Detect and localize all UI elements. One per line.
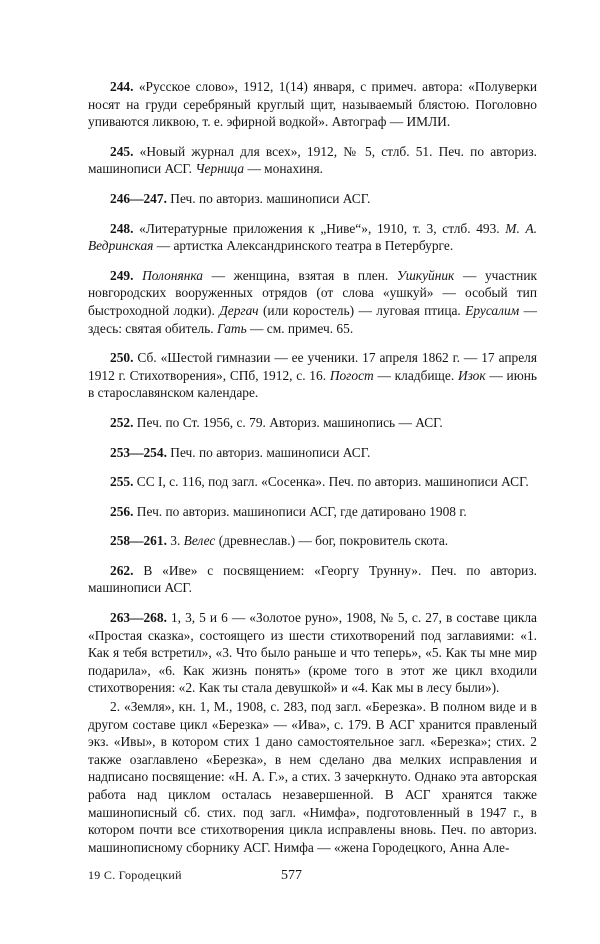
note-number: 249. [110, 267, 134, 283]
note-text: СС I, с. 116, под загл. «Сосенка». Печ. по авториз. машинописи АСГ. [136, 474, 529, 490]
note-term: Велес [183, 533, 216, 549]
note-258-261 [88, 532, 537, 550]
note-text: — участник новгородских вооруженных отрядов (от слова «ушкуй» — особый тип быстроходной лодки). [88, 267, 537, 318]
note-term: Гать [216, 320, 247, 336]
note-245 [88, 143, 537, 178]
note-text: «Русское слово», 1912, 1(14) января, с примеч. автора: «Полуверки носят на груди серебряный круглый щит, называемый блястою. Поголовно упиваются ликвою, т. е. эфирной водкой». Автограф — ИМЛИ. [88, 79, 537, 130]
note-text: — июнь в старославянском календаре. [88, 367, 537, 401]
note-number: 246—247. [110, 190, 167, 206]
note-text: Печ. по авториз. машинописи АСГ. [170, 444, 371, 460]
note-text: 2. «Земля», кн. 1, М., 1908, с. 283, под загл. «Березка». В полном виде и в другом составе цикл «Березка» — «Ива», с. 179. В АСГ хранится правленый экз. «Ивы», в котором стих 1 дано самостоятельное загл. «Березка»; стих. 2 также озаглавлено «Березка», в нем сделано два мелких исправления и надписано посвящение: «Н. А. Г.», а стих. 3 зачеркнуто. Однако эта авторская работа над циклом осталась незавершенной. В АСГ хранятся также машинописный сб. стих. под загл. «Нимфа», подготовленный в 1947 г., в котором почти все стихотворения цикла исправлены вновь. Печ. по авториз. машинописному сборнику АСГ. Нимфа — «жена Городецкого, Анна Але- [88, 699, 537, 855]
note-number: 252. [110, 414, 134, 430]
note-number: 250. [110, 350, 134, 366]
note-text: В «Иве» с посвящением: «Георгу Трунну». Печ. по авториз. машинописи АСГ. [88, 562, 537, 596]
note-term: Погост [329, 367, 374, 383]
note-number: 248. [110, 220, 134, 236]
note-number: 255. [110, 474, 134, 490]
note-text: (древнеслав.) — бог, покровитель скота. [215, 533, 449, 549]
note-244 [88, 78, 537, 131]
note-number: 253—254. [110, 444, 167, 460]
note-256 [88, 503, 537, 521]
note-number: 258—261. [110, 533, 167, 549]
note-text: — женщина, взятая в плен. [202, 267, 397, 283]
note-263-268-part-2 [88, 698, 537, 856]
note-text: Печ. по авториз. машинописи АСГ, где датировано 1908 г. [136, 503, 467, 519]
note-text: — здесь: святая обитель. [88, 302, 537, 336]
note-number: 245. [110, 143, 134, 159]
note-262 [88, 562, 537, 597]
signature-mark: 19 С. Городецкий [88, 868, 182, 882]
note-number: 263—268. [110, 610, 167, 626]
note-255 [88, 473, 537, 491]
page-number: 577 [281, 868, 302, 883]
note-text: 3. [170, 533, 184, 549]
note-term: Дергач [219, 302, 259, 318]
note-text: — монахиня. [244, 161, 323, 177]
note-term: Ерусалим [465, 302, 520, 318]
note-term: Черница [195, 161, 245, 177]
note-text: «Новый журнал для всех», 1912, № 5, стлб. 51. Печ. по авториз. машинописи АСГ. [88, 143, 537, 177]
note-term: Изок [457, 367, 486, 383]
note-252 [88, 414, 537, 432]
note-number: 256. [110, 503, 134, 519]
note-246-247 [88, 190, 537, 208]
note-text: — артистка Александринского театра в Петербурге. [153, 238, 454, 254]
note-term: Полонянка [142, 267, 203, 283]
note-text: «Литературные приложения к „Ниве“», 1910, т. 3, стлб. 493. [139, 220, 506, 236]
note-text: Печ. по авториз. машинописи АСГ. [170, 190, 371, 206]
note-text: (или коростель) — луговая птица. [258, 302, 466, 318]
note-249 [88, 267, 537, 337]
note-text: — кладбище. [373, 367, 458, 383]
note-number: 244. [110, 79, 134, 94]
note-250 [88, 349, 537, 402]
note-text: Печ. по Ст. 1956, с. 79. Авториз. машинопись — АСГ. [136, 414, 443, 430]
note-253-254 [88, 444, 537, 462]
note-term: М. А. Ведринская [88, 220, 537, 254]
note-text: Сб. «Шестой гимназии — ее ученики. 17 апреля 1862 г. — 17 апреля 1912 г. Стихотворения», СПб, 1912, с. 16. [88, 350, 537, 383]
note-263-268 [88, 609, 537, 697]
note-number: 262. [110, 562, 134, 578]
note-text: — см. примеч. 65. [246, 320, 354, 336]
note-text: 1, 3, 5 и 6 — «Золотое руно», 1908, № 5, с. 27, в составе цикла «Простая сказка», состоящего из шести стихотворений под заглавиями: «1. Как я тебя встретил», «3. Что было раньше и что теперь», «5. Как ты мне мир подарила», «6. Как жизнь понять» (кроме того в этот же цикл входили стихотворения: «2. Как ты стала девушкой» и «4. Как мы в лесу были»). [88, 610, 537, 696]
commentary-page [88, 78, 537, 868]
page-footer [88, 868, 537, 890]
note-term: Ушкуйник [396, 267, 455, 283]
note-248 [88, 220, 537, 255]
